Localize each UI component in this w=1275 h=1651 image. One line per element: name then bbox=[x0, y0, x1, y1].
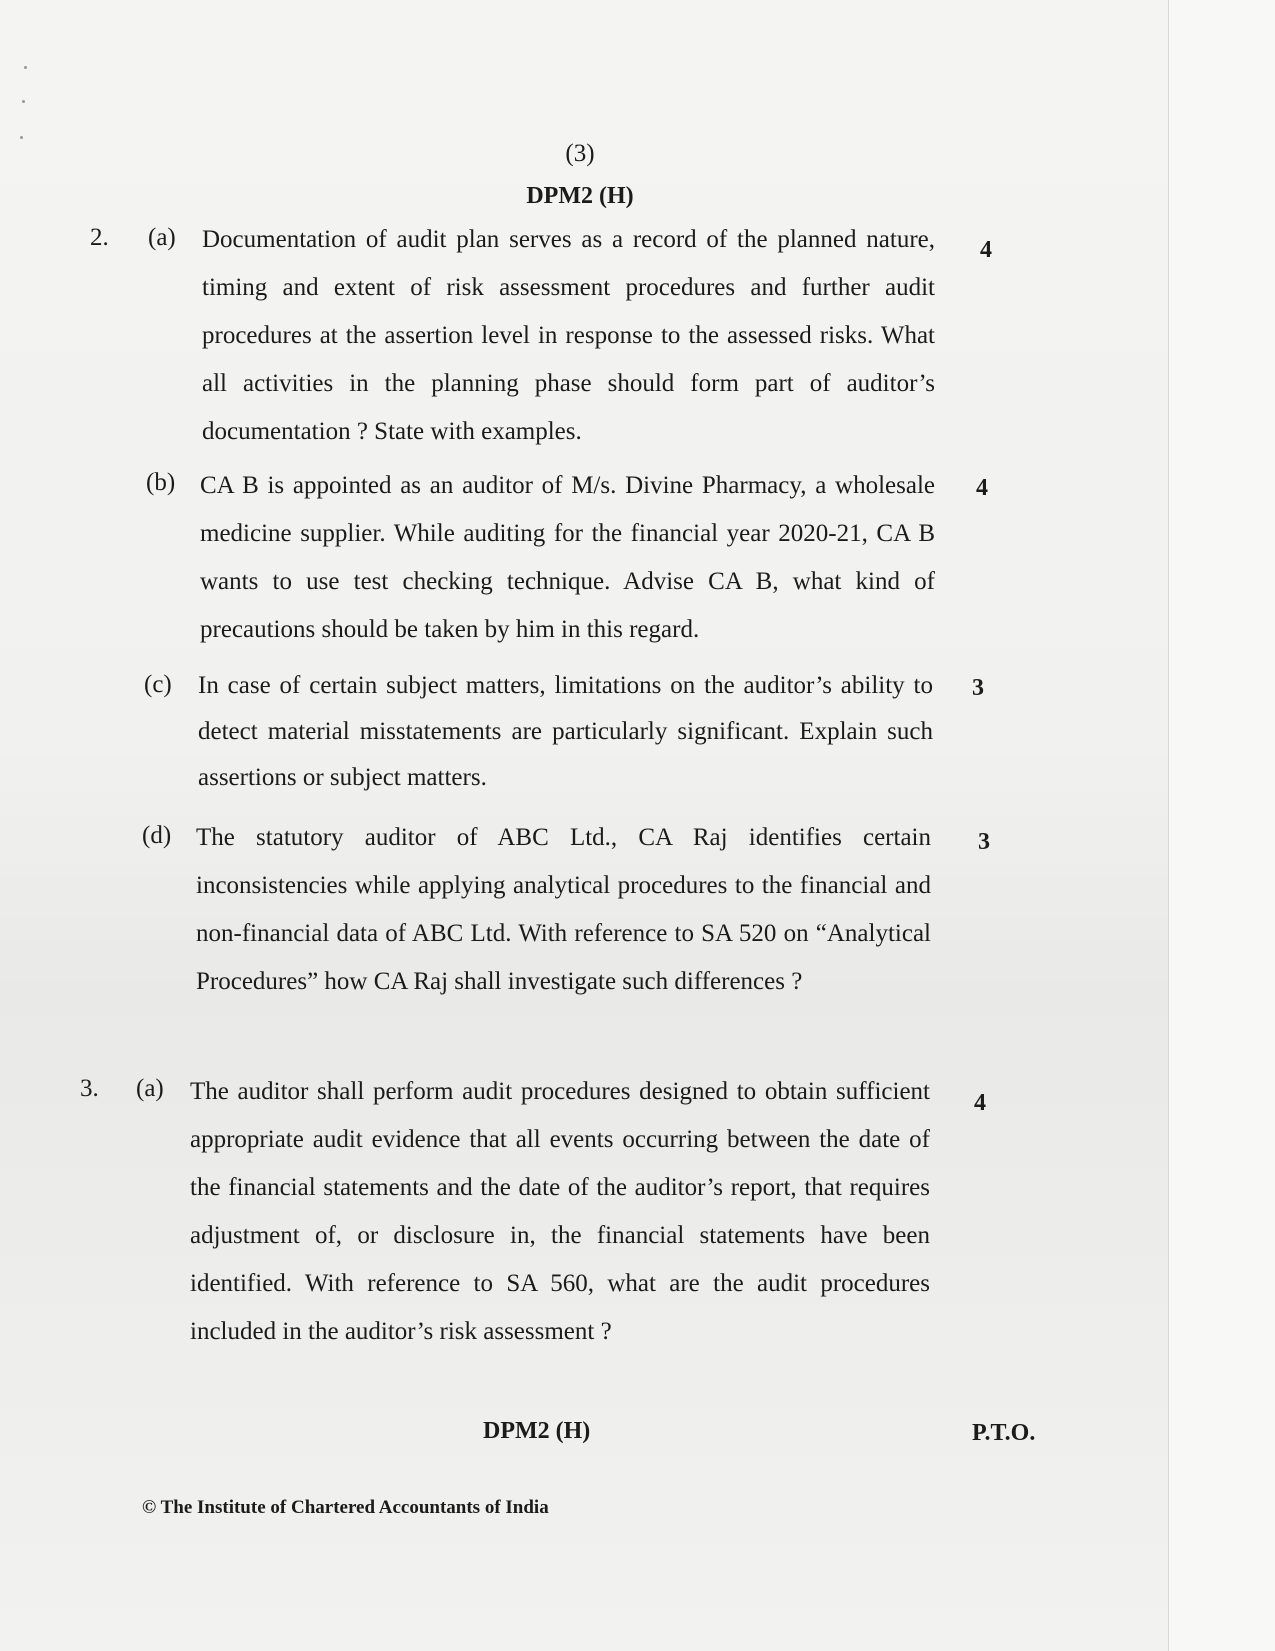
part-text: The auditor shall perform audit procedures designed to obtain sufficient appropriate audit evidence that all events occurring between the date of the financial statements and the date of the auditor’s report, that requires adjustment of, or disclosure in, the financial statements have been identified. With reference to SA 560, what are the audit procedures included in the auditor’s risk assessment ? bbox=[190, 1078, 930, 1345]
part-label: (c) bbox=[144, 671, 172, 698]
marks: 3 bbox=[972, 675, 984, 701]
question-number: 2. bbox=[90, 224, 109, 251]
part-text: The statutory auditor of ABC Ltd., CA Raj identifies certain inconsistencies while applying analytical procedures to the financial and non-financial data of ABC Ltd. With reference to SA 520 on “Analytical Procedures” how CA Raj shall investigate such differences ? bbox=[196, 824, 931, 995]
marks: 4 bbox=[980, 237, 992, 263]
marks: 4 bbox=[974, 1090, 986, 1116]
part-text: CA B is appointed as an auditor of M/s. Divine Pharmacy, a wholesale medicine supplier. While auditing for the financial year 2020-21, CA B wants to use test checking technique. Advise CA B, what kind of precautions should be taken by him in this regard. bbox=[200, 472, 935, 643]
pto-label: P.T.O. bbox=[972, 1420, 1036, 1446]
part-text: In case of certain subject matters, limitations on the auditor’s ability to detect material misstatements are particularly significant. Explain such assertions or subject matters. bbox=[198, 672, 933, 791]
copyright-notice: © The Institute of Chartered Accountants of India bbox=[142, 1497, 549, 1518]
scan-speck bbox=[24, 66, 27, 69]
paper-code-header: DPM2 (H) bbox=[526, 183, 634, 209]
part-text: Documentation of audit plan serves as a record of the planned nature, timing and extent of risk assessment procedures and further audit procedures at the assertion level in response to the assessed risks. What all activities in the planning phase should form part of auditor’s documentation ? State with examples. bbox=[202, 226, 935, 445]
part-label: (d) bbox=[142, 822, 172, 849]
paper-code-footer: DPM2 (H) bbox=[483, 1418, 591, 1444]
question-number: 3. bbox=[80, 1075, 99, 1102]
page-edge bbox=[1168, 0, 1275, 1651]
part-label: (a) bbox=[136, 1075, 164, 1102]
marks: 3 bbox=[978, 829, 990, 855]
page-number: (3) bbox=[565, 140, 595, 167]
marks: 4 bbox=[976, 475, 988, 501]
part-label: (a) bbox=[148, 224, 176, 251]
scan-speck bbox=[20, 136, 23, 139]
part-label: (b) bbox=[146, 469, 176, 496]
scan-speck bbox=[22, 100, 25, 103]
